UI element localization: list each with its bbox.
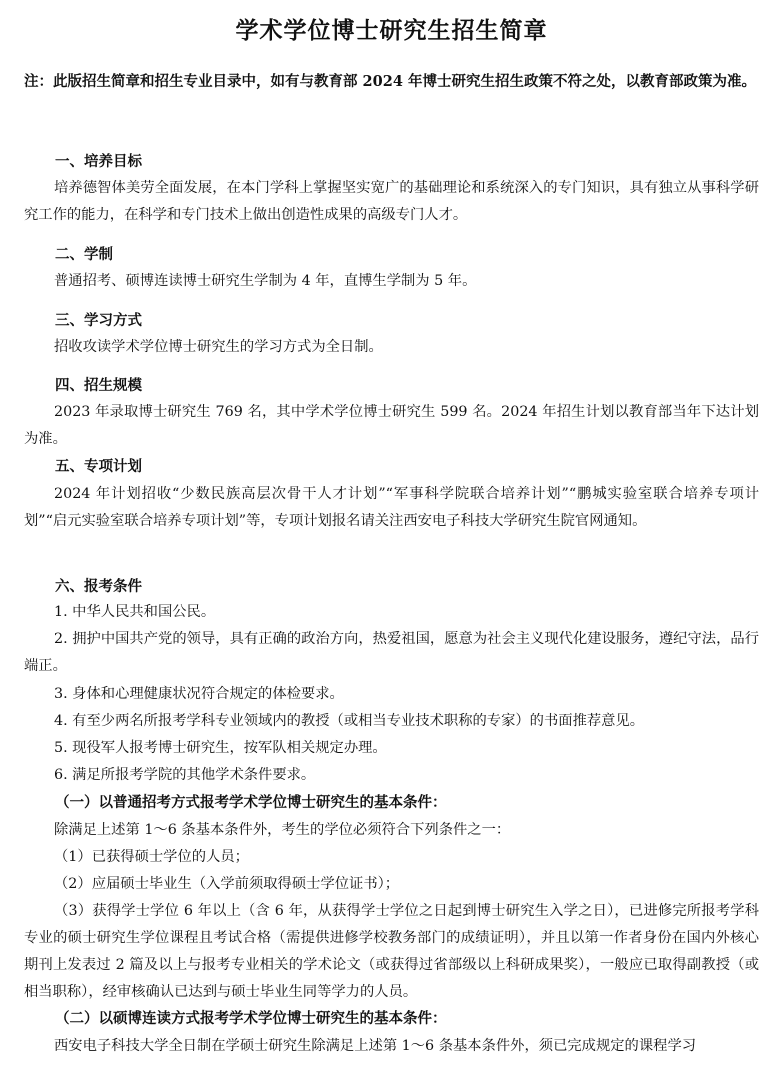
section-body-training-goal: 培养德智体美劳全面发展，在本门学科上掌握坚实宽广的基础理论和系统深入的专门知识，具有独立从事科学研究工作的能力，在科学和专门技术上做出创造性成果的高级专门人才。 — [24, 180, 759, 223]
eligibility-item: 4. 有至少两名所报考学科专业领域内的教授（或相当专业技术职称的专家）的书面推荐意见。 — [54, 713, 645, 729]
section-heading-study-mode: 三、学习方式 — [55, 312, 142, 329]
section-heading-training-goal: 一、培养目标 — [55, 153, 142, 170]
subsection-heading-master-phd: （二）以硕博连读方式报考学术学位博士研究生的基本条件： — [55, 1010, 447, 1027]
section-body-duration: 普通招考、硕博连读博士研究生学制为 4 年，直博生学制为 5 年。 — [54, 273, 477, 289]
regular-exam-intro: 除满足上述第 1～6 条基本条件外，考生的学位必须符合下列条件之一： — [54, 822, 511, 838]
regular-exam-condition: （1）已获得硕士学位的人员； — [54, 849, 249, 865]
section-body-study-mode: 招收攻读学术学位博士研究生的学习方式为全日制。 — [54, 339, 383, 355]
regular-exam-condition: （2）应届硕士毕业生（入学前须取得硕士学位证书）； — [54, 876, 400, 892]
eligibility-item: 3. 身体和心理健康状况符合规定的体检要求。 — [54, 686, 344, 702]
section-body-special-programs: 2024 年计划招收“少数民族高层次骨干人才计划”“军事科学院联合培养计划”“鹏城实验室联合培养专项计划”“启元实验室联合培养专项计划”等，专项计划报名请关注西安电子科技大学研究生院官网通知。 — [24, 486, 759, 529]
section-heading-enrollment-scale: 四、招生规模 — [55, 377, 142, 394]
section-heading-eligibility: 六、报考条件 — [55, 578, 142, 595]
section-heading-special-programs: 五、专项计划 — [55, 458, 142, 475]
eligibility-item: 1. 中华人民共和国公民。 — [54, 604, 216, 620]
section-body-enrollment-scale: 2023 年录取博士研究生 769 名，其中学术学位博士研究生 599 名。2024 年招生计划以教育部当年下达计划为准。 — [24, 404, 759, 447]
subsection-heading-regular-exam: （一）以普通招考方式报考学术学位博士研究生的基本条件： — [55, 794, 447, 811]
eligibility-item: 2. 拥护中国共产党的领导，具有正确的政治方向，热爱祖国，愿意为社会主义现代化建设服务，遵纪守法，品行端正。 — [24, 631, 759, 674]
eligibility-item: 5. 现役军人报考博士研究生，按军队相关规定办理。 — [54, 740, 387, 756]
master-phd-body: 西安电子科技大学全日制在学硕士研究生除满足上述第 1～6 条基本条件外，须已完成规定的课程学习 — [54, 1038, 697, 1054]
regular-exam-condition: （3）获得学士学位 6 年以上（含 6 年，从获得学士学位之日起到博士研究生入学之日），已进修完所报考学科专业的硕士研究生学位课程且考试合格（需提供进修学校教务部门的成绩证明），并且以第一作者身份在国内外核心期刊上发表过 2 篇及以上与报考专业相关的学术论文（或获得过省部级以上科研成果奖），一般应已取得副教授（或相当职称），经审核确认已达到与硕士毕业生同等学力的人员。 — [24, 903, 759, 1000]
eligibility-item: 6. 满足所报考学院的其他学术条件要求。 — [54, 767, 316, 783]
page-title: 学术学位博士研究生招生简章 — [235, 17, 548, 44]
section-heading-duration: 二、学制 — [55, 246, 113, 263]
policy-note: 注：此版招生简章和招生专业目录中，如有与教育部 2024 年博士研究生招生政策不符之处，以教育部政策为准。 — [24, 73, 756, 90]
